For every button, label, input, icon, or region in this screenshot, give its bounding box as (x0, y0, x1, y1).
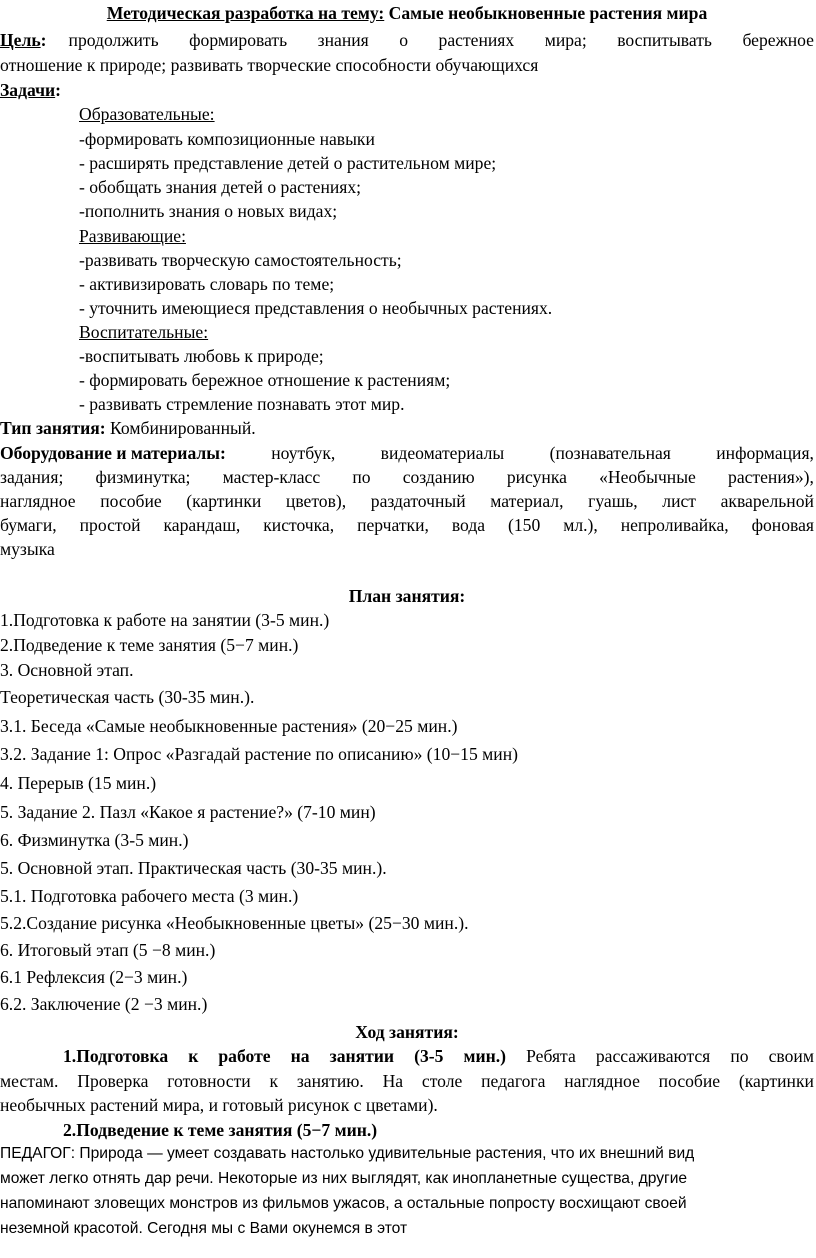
equipment-word: фоновая (751, 515, 814, 535)
dev-item: - уточнить имеющиеся представления о необычных растениях. (79, 298, 553, 318)
plan-item: 3.2. Задание 1: Опрос «Разгадай растение по описанию» (10−15 мин) (0, 744, 518, 764)
step1-word: занятию. (296, 1071, 364, 1091)
step1-word: на (290, 1046, 310, 1066)
step1-word: по (730, 1046, 749, 1066)
equipment-word: (картинки (186, 491, 262, 511)
dev-item: -развивать творческую самостоятельность; (79, 250, 402, 270)
tasks-label: Задачи (0, 80, 56, 100)
step1-word: На (382, 1071, 404, 1091)
equipment-line-1 (0, 441, 814, 466)
goal-word: о (399, 30, 409, 50)
equipment-word: кисточка, (263, 515, 335, 535)
goal-word: бережное (742, 30, 814, 50)
plan-heading: План занятия: (348, 586, 466, 606)
plan-item: 3. Основной этап. (0, 660, 134, 680)
plan-item: Теоретическая часть (30-35 мин.). (0, 687, 255, 707)
equipment-line-4 (0, 513, 814, 538)
step1-word: Ребята (526, 1046, 576, 1066)
teacher-line: неземной красотой. Сегодня мы с Вами окунемся в этот (0, 1220, 408, 1237)
step1-word: педагога (481, 1071, 546, 1091)
equipment-word: созданию (402, 467, 475, 487)
plan-item: 2.Подведение к теме занятия (5−7 мин.) (0, 635, 299, 655)
step2-heading: 2.Подведение к теме занятия (5−7 мин.) (63, 1120, 378, 1140)
equipment-line-3 (0, 489, 814, 514)
step1-word: Проверка (77, 1071, 149, 1091)
equipment-word: цветов), (285, 491, 347, 511)
tasks-heading (0, 78, 814, 103)
plan-item: 6.1 Рефлексия (2−3 мин.) (0, 967, 188, 987)
step1-line-2 (0, 1069, 814, 1094)
equipment-word: видеоматериалы (380, 443, 505, 463)
goal-word: мира; (544, 30, 587, 50)
dev-item: - активизировать словарь по теме; (79, 274, 335, 294)
teacher-line: ПЕДАГОГ: Природа — умеет создавать настолько удивительные растения, что их внешний вид (0, 1145, 695, 1162)
equipment-word: рисунка (506, 467, 567, 487)
upbringing-heading: Воспитательные: (79, 322, 209, 342)
equipment-word: растения»), (728, 467, 814, 487)
goal-word: воспитывать (617, 30, 712, 50)
goal-label-wrap (0, 28, 159, 53)
equipment-word: (познавательная (549, 443, 671, 463)
document-title (0, 1, 814, 26)
equipment-word: «Необычные (599, 467, 696, 487)
goal-word: формировать (189, 30, 288, 50)
lesson-type-label: Тип занятия: (0, 418, 106, 438)
teacher-line: может легко отнять дар речи. Некоторые из них выглядят, как инопланетные существа, другие (0, 1170, 688, 1187)
upbringing-item: - формировать бережное отношение к растениям; (79, 370, 451, 390)
equipment-word: информация, (716, 443, 814, 463)
step1-word: работе (218, 1046, 271, 1066)
goal-colon: : (40, 30, 47, 50)
equipment-label: Оборудование и материалы: (0, 443, 226, 463)
step1-word: местам. (0, 1071, 59, 1091)
step1-line-1 (63, 1044, 814, 1069)
step1-word: пособие (658, 1071, 721, 1091)
equipment-word: по (352, 467, 371, 487)
dev-heading: Развивающие: (79, 226, 186, 246)
equipment-word: лист (662, 491, 696, 511)
equipment-word: (150 (508, 515, 541, 535)
edu-heading: Образовательные: (79, 104, 215, 124)
edu-item: - обобщать знания детей о растениях; (79, 177, 362, 197)
plan-item: 3.1. Беседа «Самые необыкновенные растения» (20−25 мин.) (0, 716, 458, 736)
step1-word: готовности (167, 1071, 251, 1091)
goal-word: знания (317, 30, 369, 50)
step1-word: к (188, 1046, 199, 1066)
course-heading: Ход занятия: (355, 1022, 459, 1042)
equipment-word: карандаш, (163, 515, 241, 535)
lesson-type-value: Комбинированный. (105, 418, 256, 438)
step1-word: (картинки (738, 1071, 814, 1091)
plan-item: 5.2.Создание рисунка «Необыкновенные цветы» (25−30 мин.). (0, 913, 469, 933)
step1-word: мин.) (463, 1046, 507, 1066)
plan-item: 6.2. Заключение (2 −3 мин.) (0, 994, 208, 1014)
plan-item: 5.1. Подготовка рабочего места (3 мин.) (0, 886, 299, 906)
equipment-line-2 (0, 465, 814, 490)
equipment-word: наглядное (0, 491, 76, 511)
equipment-word: акварельной (720, 491, 814, 511)
equipment-word: мастер-класс (222, 467, 321, 487)
step1-line-3: необычных растений мира, и готовый рисунок с цветами). (0, 1095, 438, 1115)
upbringing-item: - развивать стремление познавать этот мир. (79, 394, 405, 414)
step1-word: своим (768, 1046, 814, 1066)
equipment-word: раздаточный (370, 491, 466, 511)
step1-word: наглядное (564, 1071, 640, 1091)
equipment-word: бумаги, (0, 515, 57, 535)
step1-word: (3-5 (414, 1046, 444, 1066)
edu-item: -формировать композиционные навыки (79, 129, 375, 149)
equipment-word: материал, (490, 491, 564, 511)
equipment-line-5: музыка (0, 539, 55, 559)
equipment-word: перчатки, (357, 515, 429, 535)
plan-item: 6. Физминутка (3-5 мин.) (0, 830, 189, 850)
step1-word: столе (421, 1071, 463, 1091)
equipment-word: физминутка; (95, 467, 191, 487)
plan-item: 5. Задание 2. Пазл «Какое я растение?» (7-10 мин) (0, 802, 376, 822)
plan-item: 6. Итоговый этап (5 −8 мин.) (0, 940, 216, 960)
edu-item: - расширять представление детей о растительном мире; (79, 153, 497, 173)
equipment-word: непроливайка, (620, 515, 729, 535)
upbringing-item: -воспитывать любовь к природе; (79, 346, 324, 366)
plan-item: 4. Перерыв (15 мин.) (0, 773, 157, 793)
goal-label: Цель (0, 30, 41, 50)
equipment-word: мл.), (563, 515, 598, 535)
step1-word: к (269, 1071, 279, 1091)
step1-word: занятии (329, 1046, 395, 1066)
equipment-word: простой (79, 515, 141, 535)
step1-word: рассаживаются (595, 1046, 711, 1066)
title-main: Самые необыкновенные растения мира (388, 3, 708, 23)
teacher-line: напоминают зловещих монстров из фильмов ужасов, а остальные попросту восхищают своей (0, 1195, 687, 1212)
goal-line-1 (0, 28, 814, 53)
goal-word: продолжить (68, 30, 159, 50)
tasks-colon: : (55, 80, 61, 100)
edu-item: -пополнить знания о новых видах; (79, 201, 338, 221)
equipment-word: задания; (0, 467, 64, 487)
title-prefix: Методическая разработка на тему: (106, 3, 385, 23)
plan-item: 5. Основной этап. Практическая часть (30-35 мин.). (0, 858, 387, 878)
goal-line-2: отношение к природе; развивать творческие способности обучающихся (0, 55, 539, 75)
equipment-word: ноутбук, (271, 443, 336, 463)
step1-word: 1.Подготовка (63, 1046, 169, 1066)
equipment-word: пособие (100, 491, 162, 511)
lesson-type (0, 416, 814, 441)
equipment-word: гуашь, (588, 491, 638, 511)
equipment-word: вода (451, 515, 486, 535)
goal-word: растениях (438, 30, 515, 50)
plan-item: 1.Подготовка к работе на занятии (3-5 мин.) (0, 610, 330, 630)
